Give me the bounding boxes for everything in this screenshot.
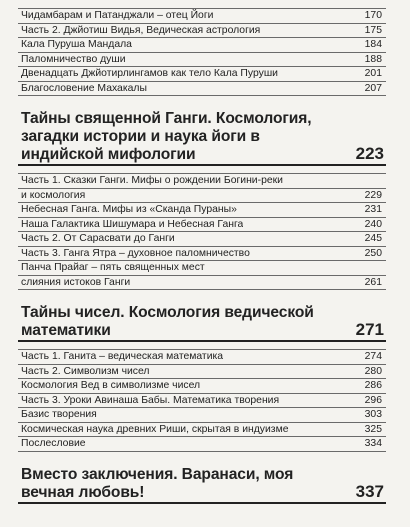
toc-entry-page: 261 (364, 276, 382, 288)
toc-entry-page: 274 (364, 351, 382, 362)
table-of-contents (18, 8, 386, 504)
toc-entry-title: Кала Пуруша Мандала (21, 39, 132, 50)
toc-entry (18, 232, 386, 247)
toc-entry (18, 276, 386, 291)
toc-entry (18, 38, 386, 53)
toc-entry-page: 170 (364, 10, 382, 21)
toc-entry (18, 247, 386, 262)
toc-entry-title: Часть 1. Ганита – ведическая математика (21, 351, 224, 362)
toc-entry-page: 325 (364, 423, 382, 435)
toc-entry-title: Паломничество души (21, 53, 126, 65)
toc-entry (18, 408, 386, 423)
toc-entry-page: 245 (364, 233, 382, 244)
toc-entry-title: Послесловие (21, 438, 86, 449)
toc-entry (18, 379, 386, 394)
section-title: Тайны священной Ганги. Космология, загадки истории и наука йоги в индийской мифологии (21, 110, 312, 163)
section-page: 271 (355, 320, 384, 339)
section-page: 223 (355, 144, 384, 163)
section-entries (18, 349, 386, 452)
section-heading (18, 466, 386, 504)
toc-entry-title: Наша Галактика Шишумара и Небесная Ганга (21, 218, 244, 230)
toc-entry (18, 82, 386, 97)
toc-entry-title: Панча Прайаг – пять священных мест (21, 262, 205, 273)
toc-entry-title: Часть 3. Уроки Авинаша Бабы. Математика творения (21, 394, 280, 406)
toc-entry (18, 365, 386, 380)
toc-entry-page: 207 (364, 82, 382, 94)
toc-entry-page: 231 (364, 204, 382, 215)
toc-entry-title: Благословение Махакалы (21, 82, 147, 94)
toc-entry (18, 174, 386, 189)
toc-entry-title: Космическая наука древних Риши, скрытая в индуизме (21, 423, 289, 435)
toc-entry (18, 218, 386, 233)
toc-entry-page: 229 (364, 189, 382, 201)
toc-section (18, 304, 386, 452)
toc-entry-title: Двенадцать Джйотирлингамов как тело Кала Пуруши (21, 68, 278, 79)
toc-entry-title: Часть 2. Джйотиш Видья, Ведическая астрология (21, 24, 261, 36)
toc-entry-title: и космология (21, 189, 86, 201)
toc-entry (18, 189, 386, 204)
toc-entry (18, 9, 386, 24)
toc-entry-title: Небесная Ганга. Мифы из «Сканда Пураны» (21, 204, 237, 215)
toc-entry-page: 175 (364, 24, 382, 36)
toc-entry (18, 203, 386, 218)
toc-entry-page: 188 (364, 53, 382, 65)
toc-entry-page: 334 (364, 438, 382, 449)
toc-entry (18, 423, 386, 438)
section-title: Вместо заключения. Варанаси, моя вечная любовь! (21, 465, 294, 501)
toc-entry-title: Часть 1. Сказки Ганги. Мифы о рождении Богини-реки (21, 175, 283, 186)
toc-entry-page: 201 (364, 68, 382, 79)
toc-entry-title: Часть 3. Ганга Ятра – духовное паломничество (21, 247, 250, 259)
toc-entry-title: Чидамбарам и Патанджали – отец Йоги (21, 10, 214, 21)
toc-entry-page: 296 (364, 394, 382, 406)
section-heading (18, 304, 386, 342)
toc-entry (18, 24, 386, 39)
toc-entry-title: Базис творения (21, 409, 97, 420)
toc-entry (18, 67, 386, 82)
section-page: 337 (355, 481, 384, 501)
toc-entry (18, 394, 386, 409)
toc-entry (18, 350, 386, 365)
toc-entry-title: Часть 2. От Сарасвати до Ганги (21, 233, 175, 244)
toc-entry-title: Часть 2. Символизм чисел (21, 365, 150, 377)
toc-entry (18, 437, 386, 452)
toc-entry-page: 250 (364, 247, 382, 259)
toc-entry-title: Космология Вед в символизме чисел (21, 380, 201, 391)
toc-entry (18, 53, 386, 68)
section-entries (18, 173, 386, 290)
toc-entry-page: 303 (364, 409, 382, 420)
toc-group-top (18, 8, 386, 96)
toc-section (18, 110, 386, 290)
toc-entry-title: слияния истоков Ганги (21, 276, 131, 288)
toc-entry-page: 240 (364, 218, 382, 230)
toc-entry-page: 286 (364, 380, 382, 391)
toc-entry (18, 261, 386, 276)
toc-entry-page: 280 (364, 365, 382, 377)
section-heading (18, 110, 386, 166)
toc-entry-page: 184 (364, 39, 382, 50)
toc-section (18, 466, 386, 504)
section-title: Тайны чисел. Космология ведической математики (21, 304, 314, 339)
